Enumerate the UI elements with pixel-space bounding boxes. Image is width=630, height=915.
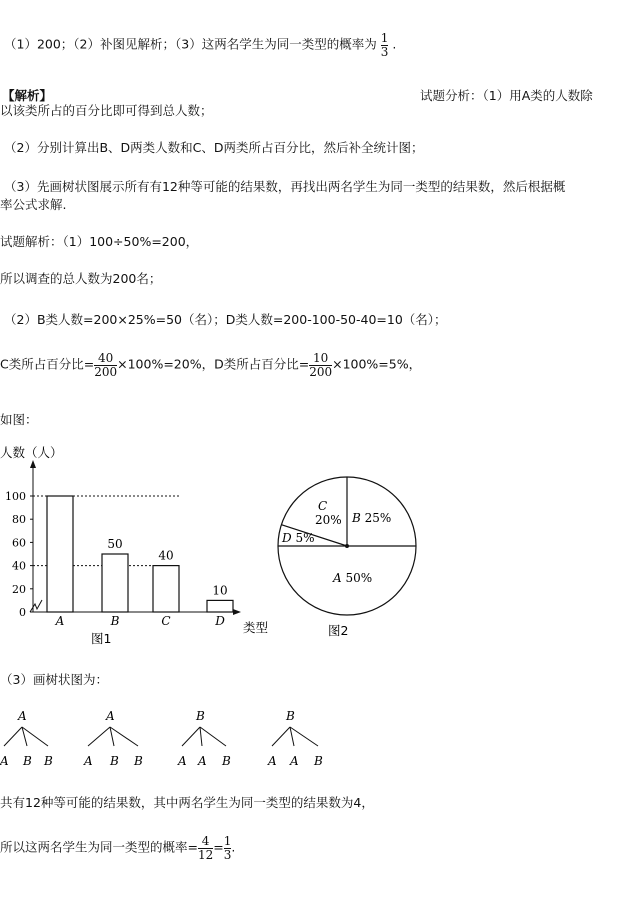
- x-tick-label: A: [55, 614, 65, 628]
- d-fraction: [309, 351, 332, 379]
- tree-branch: [272, 727, 290, 746]
- x-tick-label: B: [110, 614, 120, 628]
- final-numerator-2: 1: [223, 834, 232, 848]
- analysis-heading: 【解析】: [2, 88, 53, 103]
- final-numerator-1: 4: [201, 834, 210, 848]
- tree-branch: [290, 727, 318, 746]
- bar-c: [153, 566, 179, 612]
- y-tick-label: 40: [12, 559, 26, 573]
- answer-text: （1）200；（2）补图见解析；（3）这两名学生为同一类型的概率为: [4, 36, 377, 52]
- fraction-bar: [94, 365, 117, 366]
- tree-leaf: A: [0, 754, 9, 768]
- tree-diagrams: [0, 700, 340, 775]
- equals-sign: =: [213, 839, 224, 855]
- d-percent-result: ×100%=5%，: [332, 356, 422, 372]
- tree-leaf: A: [268, 754, 277, 768]
- tree-leaf: A: [84, 754, 93, 768]
- pie-chart-caption: 图2: [328, 623, 349, 638]
- final-denominator-2: 3: [223, 848, 232, 862]
- tree-branch: [110, 727, 138, 746]
- answer-period: .: [392, 36, 397, 52]
- pie-label-c: C 20%: [315, 499, 342, 527]
- final-denominator-1: 12: [197, 848, 214, 862]
- final-fraction-2: [224, 834, 232, 862]
- y-tick-label: 20: [12, 582, 26, 596]
- answer-fraction: [381, 31, 389, 59]
- c-numerator: 40: [98, 351, 114, 365]
- pie-label-d: D 5%: [282, 531, 315, 545]
- answer-line: [4, 31, 396, 59]
- fraction-denominator: 3: [380, 45, 389, 59]
- x-tick-label: C: [161, 614, 171, 628]
- final-line: [0, 834, 235, 862]
- tree-root: A: [18, 709, 27, 723]
- c-percent-result: ×100%=20%，D类所占百分比=: [117, 356, 310, 372]
- tree-leaf: A: [290, 754, 299, 768]
- solution-total: 所以调查的总人数为200名；: [0, 271, 162, 286]
- final-period: .: [231, 839, 236, 855]
- y-axis-arrow: [30, 460, 36, 468]
- fraction-bar: [224, 848, 232, 849]
- pie-label-a: A 50%: [333, 571, 373, 585]
- bar-d: [207, 600, 233, 612]
- bar-chart-xlabel: 类型: [243, 620, 269, 635]
- tree-root: B: [196, 709, 205, 723]
- analysis-intro-cont: 以该类所占的百分比即可得到总人数；: [0, 103, 213, 118]
- tree-intro: （3）画树状图为：: [0, 672, 108, 687]
- c-percent-label: C类所占百分比=: [0, 356, 95, 372]
- y-tick-label: 0: [19, 606, 26, 619]
- bar-chart-ylabel: 人数（人）: [0, 445, 63, 460]
- d-denominator: 200: [309, 365, 333, 379]
- tree-root: B: [286, 709, 295, 723]
- tree-leaf: B: [134, 754, 143, 768]
- bar-data-label: 50: [107, 537, 123, 551]
- fraction-bar: [381, 45, 389, 46]
- solution-head: 试题解析：（1）100÷50%=200，: [0, 234, 199, 249]
- tree-leaf: A: [198, 754, 207, 768]
- solution-part2: （2）B类人数=200×25%=50（名）；D类人数=200-100-50-40=10（名）；: [4, 312, 447, 327]
- analysis-intro: 试题分析：（1）用A类的人数除: [420, 88, 593, 103]
- analysis-step3b: 率公式求解.: [0, 197, 67, 212]
- c-denominator: 200: [94, 365, 118, 379]
- tree-leaf: B: [222, 754, 231, 768]
- bar-b: [102, 554, 128, 612]
- pie-center: [345, 544, 349, 548]
- tree-leaf: B: [23, 754, 32, 768]
- analysis-step3a: （3）先画树状图展示所有有12种等可能的结果数，再找出两名学生为同一类型的结果数，然后根据概: [4, 179, 566, 194]
- tree-leaf: B: [314, 754, 323, 768]
- final-label: 所以这两名学生为同一类型的概率=: [0, 839, 198, 855]
- as-figure: 如图：: [0, 412, 38, 427]
- y-tick-label: 80: [12, 513, 26, 527]
- bar-chart: [0, 440, 290, 650]
- tree-branch: [4, 727, 22, 746]
- fraction-bar: [309, 365, 332, 366]
- tree-branch: [200, 727, 226, 746]
- c-fraction: [94, 351, 117, 379]
- axis-break: [30, 600, 42, 612]
- tree-leaf: B: [44, 754, 53, 768]
- pie-chart: [270, 470, 430, 640]
- d-numerator: 10: [313, 351, 329, 365]
- fraction-bar: [198, 848, 213, 849]
- tree-branch: [200, 727, 202, 746]
- final-fraction-1: [198, 834, 213, 862]
- tree-branch: [88, 727, 110, 746]
- bar-data-label: 10: [212, 583, 228, 598]
- y-tick-label: 100: [5, 490, 26, 503]
- bar-a: [47, 496, 73, 612]
- fraction-numerator: 1: [380, 31, 389, 45]
- tree-leaf: B: [110, 754, 119, 768]
- x-tick-label: D: [215, 614, 225, 628]
- outcomes-line: 共有12种等可能的结果数，其中两名学生为同一类型的结果数为4，: [0, 795, 374, 810]
- analysis-step2: （2）分别计算出B、D两类人数和C、D两类所占百分比，然后补全统计图；: [4, 140, 424, 155]
- pie-label-b: B 25%: [352, 511, 392, 525]
- x-axis-arrow: [233, 609, 241, 615]
- bar-data-label: 40: [158, 548, 174, 563]
- percent-line: [0, 351, 421, 379]
- bar-chart-caption: 图1: [91, 631, 112, 646]
- tree-leaf: A: [178, 754, 187, 768]
- tree-root: A: [106, 709, 115, 723]
- y-tick-label: 60: [12, 536, 26, 550]
- tree-branch: [182, 727, 200, 746]
